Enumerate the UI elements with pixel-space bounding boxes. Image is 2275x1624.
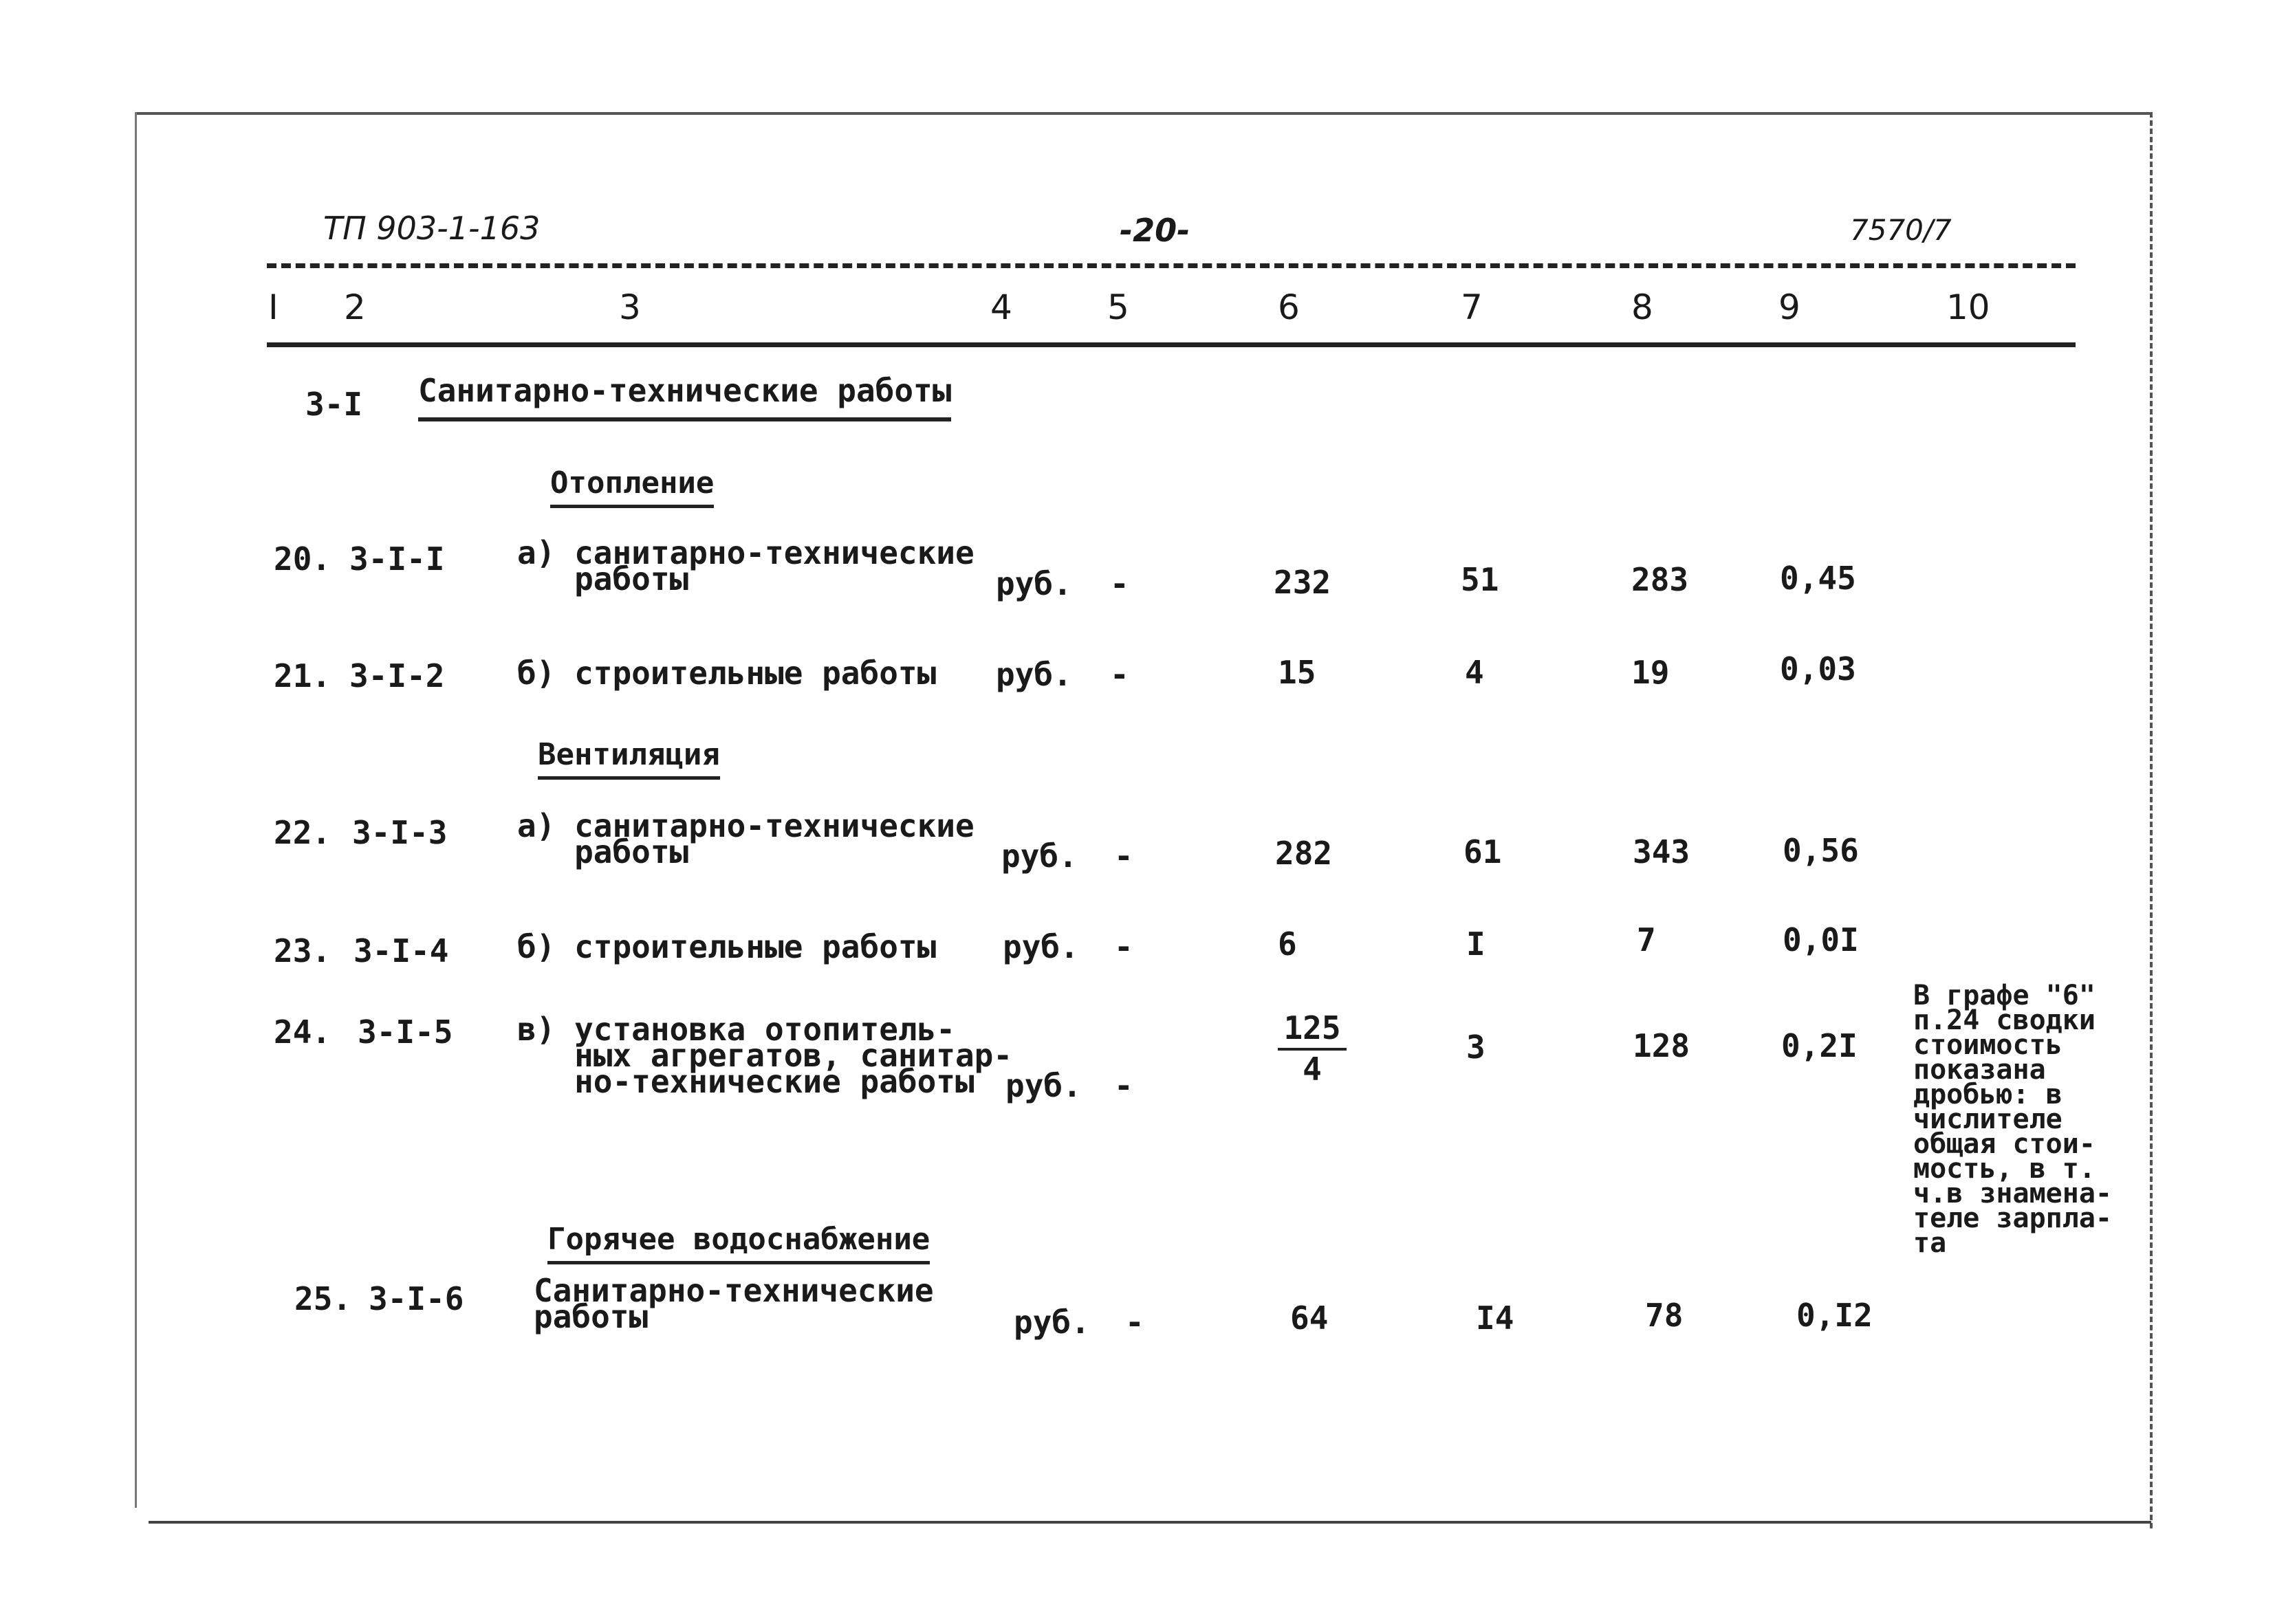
page-frame-left (135, 112, 137, 1508)
row-20-col6: 232 (1274, 564, 1331, 601)
row-20-unit: руб. (996, 565, 1072, 602)
column-number-4: 4 (990, 287, 1012, 327)
row-24-number: 24. (274, 1013, 331, 1051)
row-25-number: 25. (294, 1280, 352, 1317)
row-24-col5: - (1114, 1067, 1133, 1104)
column-number-1: I (268, 287, 279, 327)
row-22-col7: 61 (1463, 833, 1502, 870)
row-25-description: Санитарно-технические работы (534, 1272, 934, 1335)
page-frame-bottom (149, 1521, 2151, 1524)
column-number-10: 10 (1946, 287, 1990, 327)
row-22-col8: 343 (1633, 833, 1690, 870)
row-21-code: 3-I-2 (349, 657, 445, 694)
row-21-col5: - (1110, 656, 1129, 693)
row-23-col6: 6 (1278, 925, 1297, 963)
row-21-col8: 19 (1631, 654, 1670, 691)
subsection-heating: Отопление (550, 468, 714, 508)
row-21-description: б) строительные работы (517, 655, 937, 692)
row-24-col9: 0,2I (1781, 1027, 1858, 1064)
row-24-col7: 3 (1466, 1029, 1485, 1066)
column-number-6: 6 (1278, 287, 1300, 327)
row-22-code: 3-I-3 (352, 814, 448, 851)
row-20-col7: 51 (1461, 561, 1499, 598)
page-frame-top (135, 112, 2151, 115)
row-24-code: 3-I-5 (358, 1013, 453, 1051)
column-number-7: 7 (1461, 287, 1483, 327)
column-number-8: 8 (1631, 287, 1653, 327)
row-24-col8: 128 (1633, 1027, 1690, 1064)
row-23-col8: 7 (1637, 921, 1656, 958)
row-21-col6: 15 (1278, 654, 1316, 691)
column-number-2: 2 (344, 287, 366, 327)
row-23-col5: - (1114, 928, 1133, 965)
column-number-9: 9 (1778, 287, 1800, 327)
row-22-number: 22. (274, 814, 331, 851)
row-20-col8: 283 (1631, 561, 1689, 598)
subsection-hot-water: Горячее водоснабжение (547, 1224, 930, 1264)
row-25-code: 3-I-6 (369, 1280, 464, 1317)
page-number: -20- (1120, 212, 1190, 249)
row-21-number: 21. (274, 657, 331, 694)
row-25-col5: - (1125, 1304, 1144, 1341)
row-22-unit: руб. (1001, 837, 1078, 875)
row-25-col8: 78 (1645, 1297, 1684, 1334)
row-20-col5: - (1110, 565, 1129, 602)
row-22-col9: 0,56 (1783, 832, 1859, 869)
row-25-col7: I4 (1476, 1299, 1514, 1337)
row-25-unit: руб. (1014, 1304, 1090, 1341)
document-number: 7570/7 (1850, 213, 1952, 247)
row-21-col9: 0,03 (1780, 650, 1856, 688)
row-24-col6-numerator: 125 (1278, 1009, 1347, 1051)
row-24-description: в) установка отопитель- ных агрегатов, санитар- но-технические работы (517, 1011, 1013, 1100)
header-solid-rule (267, 342, 2076, 347)
row-20-code: 3-I-I (349, 540, 445, 578)
document-code: ТП 903-1-163 (323, 210, 541, 247)
page-frame-right (2150, 112, 2153, 1528)
row-22-col5: - (1114, 837, 1133, 875)
row-25-col6: 64 (1290, 1299, 1329, 1337)
row-20-description: а) санитарно-технические работы (517, 534, 975, 597)
row-23-unit: руб. (1003, 928, 1079, 965)
row-20-col9: 0,45 (1780, 560, 1856, 597)
row-24-unit: руб. (1005, 1067, 1082, 1104)
row-20-number: 20. (274, 540, 331, 578)
row-23-col9: 0,0I (1783, 921, 1859, 958)
column-number-3: 3 (619, 287, 641, 327)
section-code: 3-I (305, 386, 363, 423)
row-23-code: 3-I-4 (353, 932, 449, 969)
subsection-ventilation: Вентиляция (538, 739, 720, 780)
row-22-description: а) санитарно-технические работы (517, 807, 975, 870)
row-23-description: б) строительные работы (517, 928, 937, 965)
row-23-col7: I (1466, 925, 1485, 963)
section-title: Санитарно-технические работы (418, 375, 951, 421)
column-number-5: 5 (1107, 287, 1129, 327)
row-22-col6: 282 (1275, 835, 1333, 872)
row-24-col6-denominator: 4 (1303, 1051, 1322, 1088)
header-dashed-rule (267, 263, 2076, 268)
row-21-unit: руб. (996, 656, 1072, 693)
row-24-col6-fraction (1278, 1009, 1347, 1088)
row-23-number: 23. (274, 932, 331, 969)
row-25-col9: 0,I2 (1796, 1297, 1873, 1334)
column-10-note: В графе "6" п.24 сводки стоимость показана дробью: в числителе общая стои- мость, в т. ч.в знамена- теле зарпла- та (1913, 980, 2112, 1259)
row-21-col7: 4 (1465, 654, 1484, 691)
